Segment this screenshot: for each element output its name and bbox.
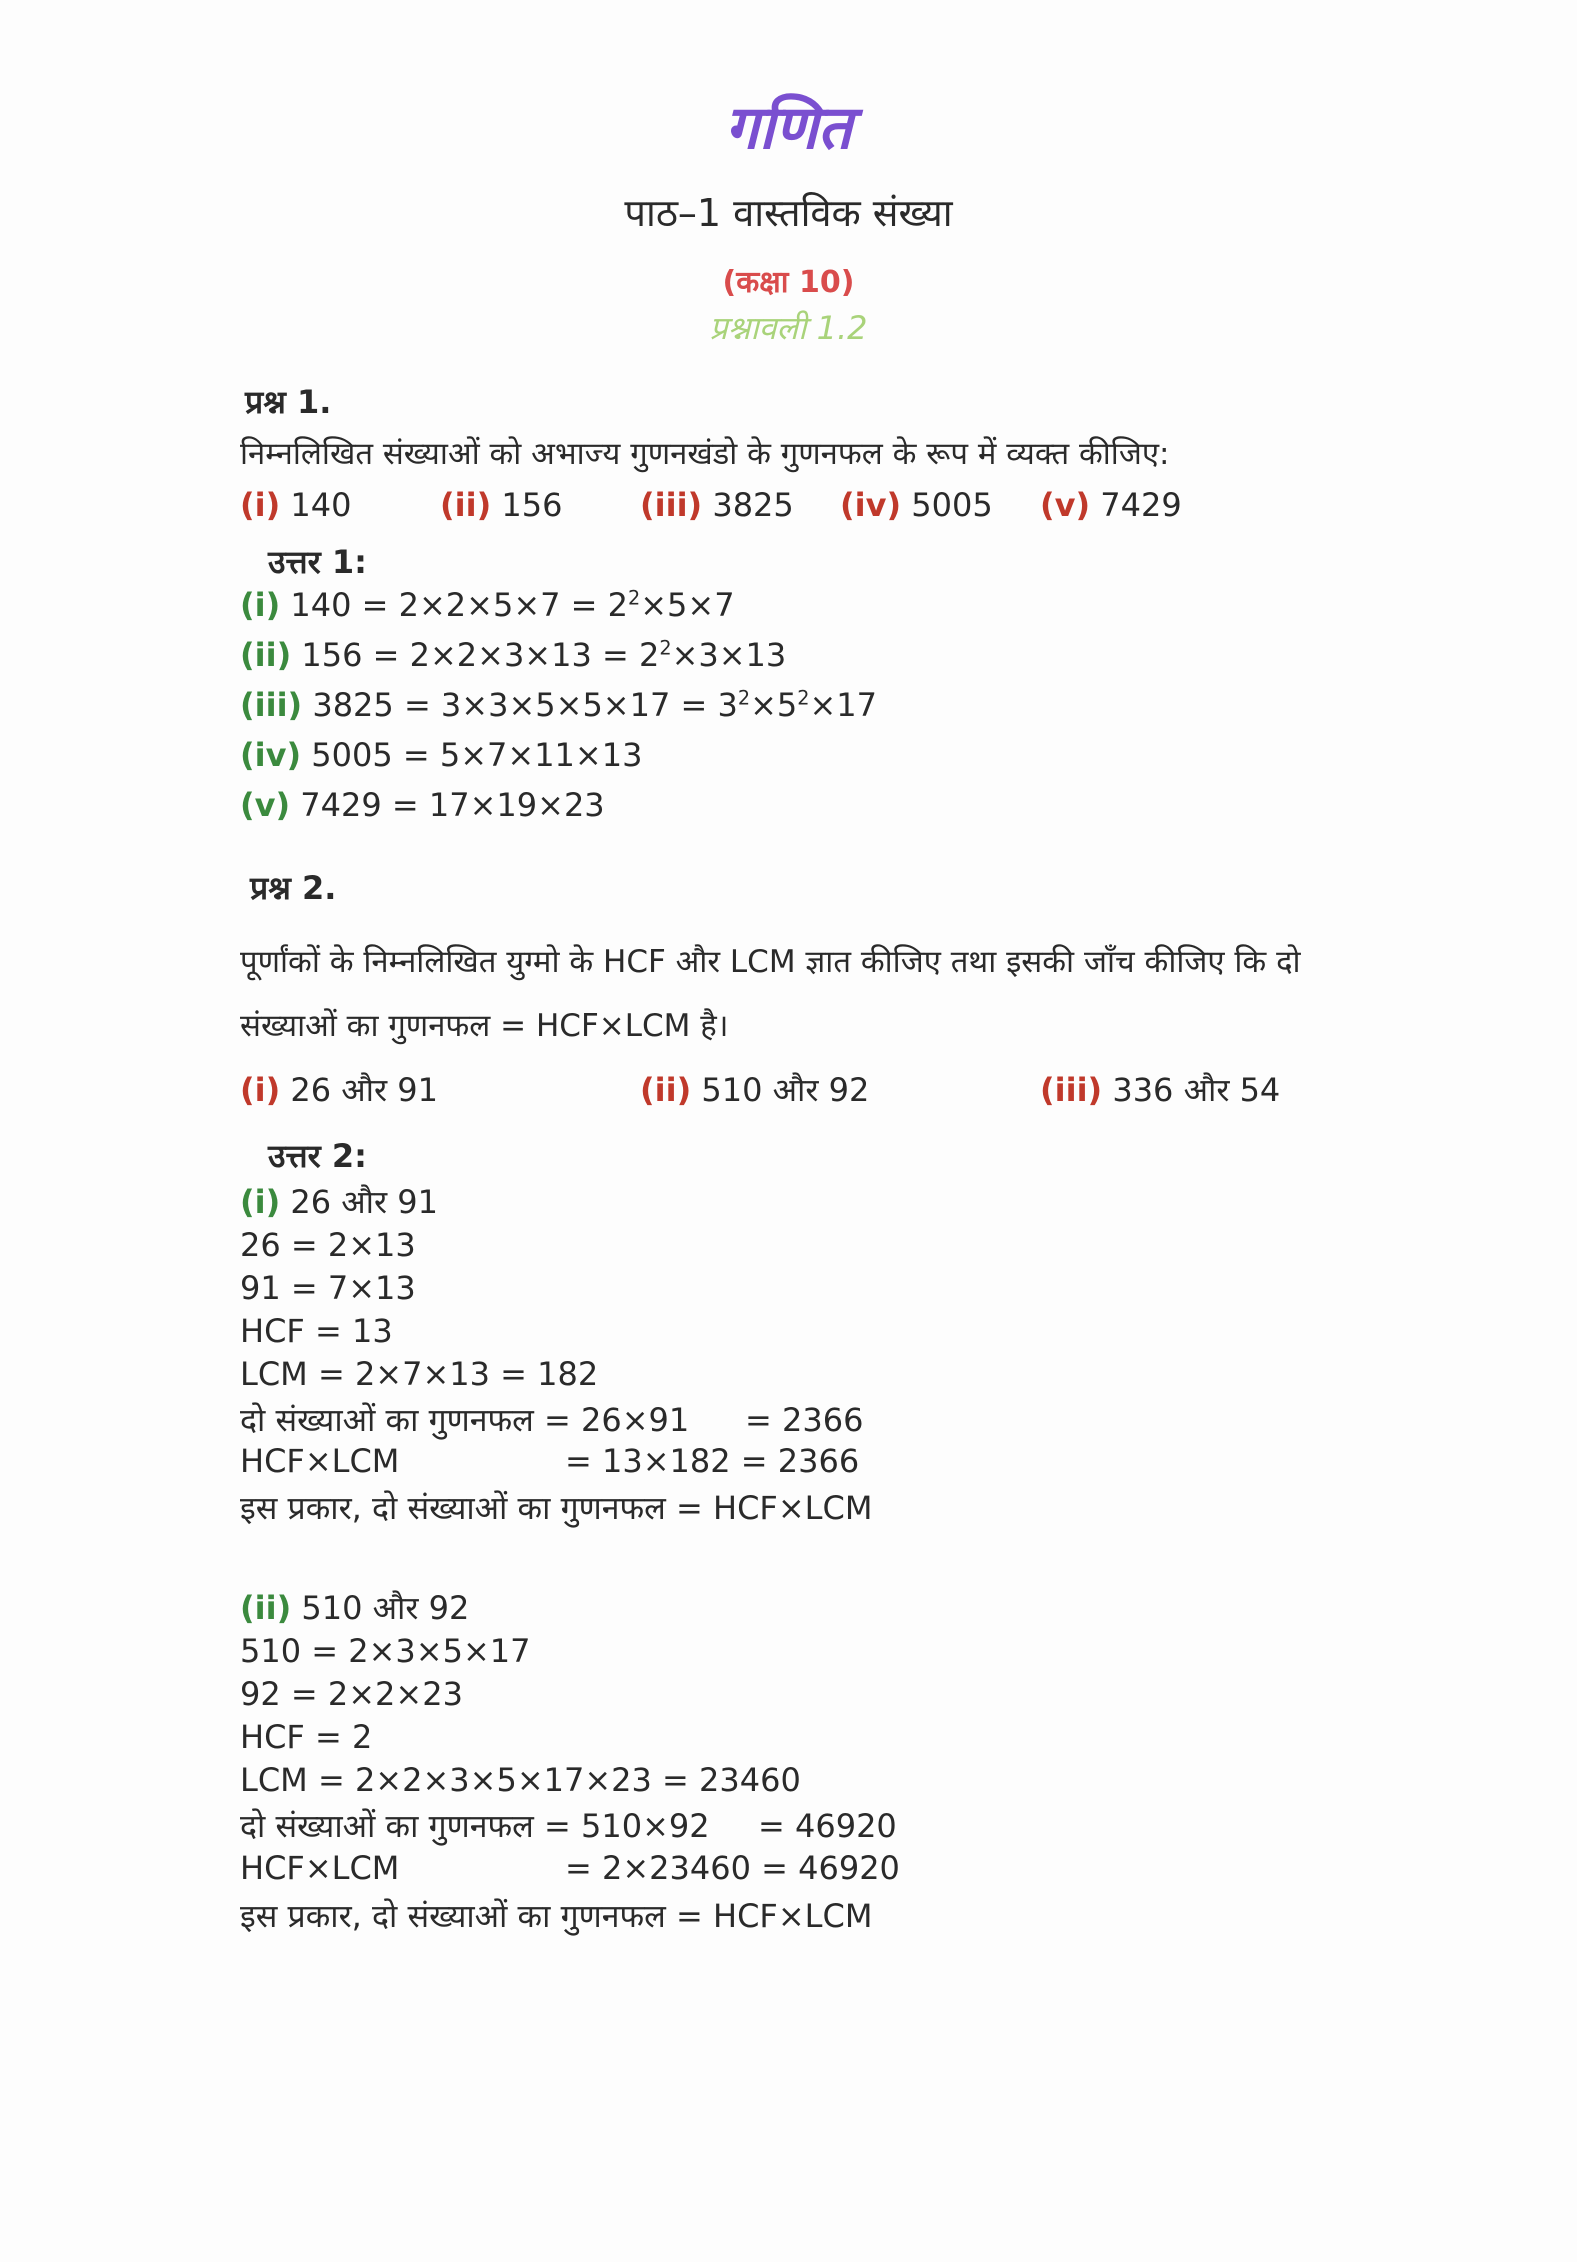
q1-option-5: (v) 7429 bbox=[1040, 486, 1182, 524]
answer-2-part-2-title: (ii) 510 और 92 bbox=[240, 1589, 470, 1627]
question-1-options bbox=[240, 486, 1182, 524]
answer-2-part-2-line: 510 = 2×3×5×17 bbox=[240, 1632, 531, 1670]
question-2-options bbox=[240, 1068, 1280, 1111]
answer-1-line-5: (v) 7429 = 17×19×23 bbox=[240, 786, 605, 824]
answer-2-part-2-line: 92 = 2×2×23 bbox=[240, 1675, 463, 1713]
answer-2-part-2-product: दो संख्याओं का गुणनफल = 510×92 = 46920 bbox=[240, 1807, 897, 1845]
answer-1-heading: उत्तर 1: bbox=[268, 543, 367, 581]
q2-option-2: (ii) 510 और 92 bbox=[640, 1071, 870, 1109]
answer-1-line-1: (i) $140 = 2\times 2\times 5\times 7 = 2^2\times 5\times 7$ bbox=[240, 586, 735, 624]
q1-option-2: (ii) 156 bbox=[440, 486, 563, 524]
answer-1-line-2: (ii) $156 = 2\times 2\times 3\times 13 = 2^2\times 3\times 13$ bbox=[240, 636, 787, 674]
answer-1-line-3: (iii) $3825 = 3\times 3\times 5\times 5\times 17 = 3^2\times 5^2\times 17$ bbox=[240, 686, 877, 724]
q2-option-1: (i) 26 और 91 bbox=[240, 1071, 438, 1109]
answer-2-heading: उत्तर 2: bbox=[268, 1137, 367, 1175]
answer-2-part-1-line: LCM = 2×7×13 = 182 bbox=[240, 1355, 599, 1393]
answer-2-part-1-conclusion: इस प्रकार, दो संख्याओं का गुणनफल = HCF×LCM bbox=[240, 1489, 873, 1527]
page-title: गणित bbox=[725, 93, 852, 163]
answer-2-part-1-title: (i) 26 और 91 bbox=[240, 1183, 438, 1221]
answer-2-part-2-hcf-lcm: HCF×LCM = 2×23460 = 46920 bbox=[240, 1849, 900, 1887]
q1-option-4: (iv) 5005 bbox=[840, 486, 993, 524]
question-2-text-line-2: संख्याओं का गुणनफल = HCF×LCM है। bbox=[240, 1008, 729, 1044]
answer-2-part-1-product: दो संख्याओं का गुणनफल = 26×91 = 2366 bbox=[240, 1401, 864, 1439]
q1-option-1: (i) 140 bbox=[240, 486, 352, 524]
question-1-heading: प्रश्न 1. bbox=[245, 383, 332, 421]
answer-2-part-1-hcf-lcm: HCF×LCM = 13×182 = 2366 bbox=[240, 1442, 860, 1480]
question-2-text-line-1: पूर्णांकों के निम्नलिखित युग्मो के HCF और LCM ज्ञात कीजिए तथा इसकी जाँच कीजिए कि दो bbox=[240, 944, 1301, 980]
answer-1-line-4: (iv) 5005 = 5×7×11×13 bbox=[240, 736, 643, 774]
exercise-label: प्रश्नावली 1.2 bbox=[709, 309, 868, 347]
answer-2-part-1-line: HCF = 13 bbox=[240, 1312, 393, 1350]
q1-option-3: (iii) 3825 bbox=[640, 486, 794, 524]
class-label: (कक्षा 10) bbox=[722, 265, 855, 300]
question-1-text: निम्नलिखित संख्याओं को अभाज्य गुणनखंडो के गुणनफल के रूप में व्यक्त कीजिए: bbox=[240, 436, 1170, 472]
answer-2-part-1-line: 26 = 2×13 bbox=[240, 1226, 416, 1264]
answer-2-part-2-line: HCF = 2 bbox=[240, 1718, 373, 1756]
question-2-heading: प्रश्न 2. bbox=[250, 869, 337, 907]
answer-2-part-1-line: 91 = 7×13 bbox=[240, 1269, 416, 1307]
chapter-title: पाठ–1 वास्तविक संख्या bbox=[624, 191, 953, 235]
q2-option-3: (iii) 336 और 54 bbox=[1040, 1071, 1281, 1109]
answer-2-part-2-conclusion: इस प्रकार, दो संख्याओं का गुणनफल = HCF×LCM bbox=[240, 1897, 873, 1935]
answer-2-part-2-line: LCM = 2×2×3×5×17×23 = 23460 bbox=[240, 1761, 801, 1799]
